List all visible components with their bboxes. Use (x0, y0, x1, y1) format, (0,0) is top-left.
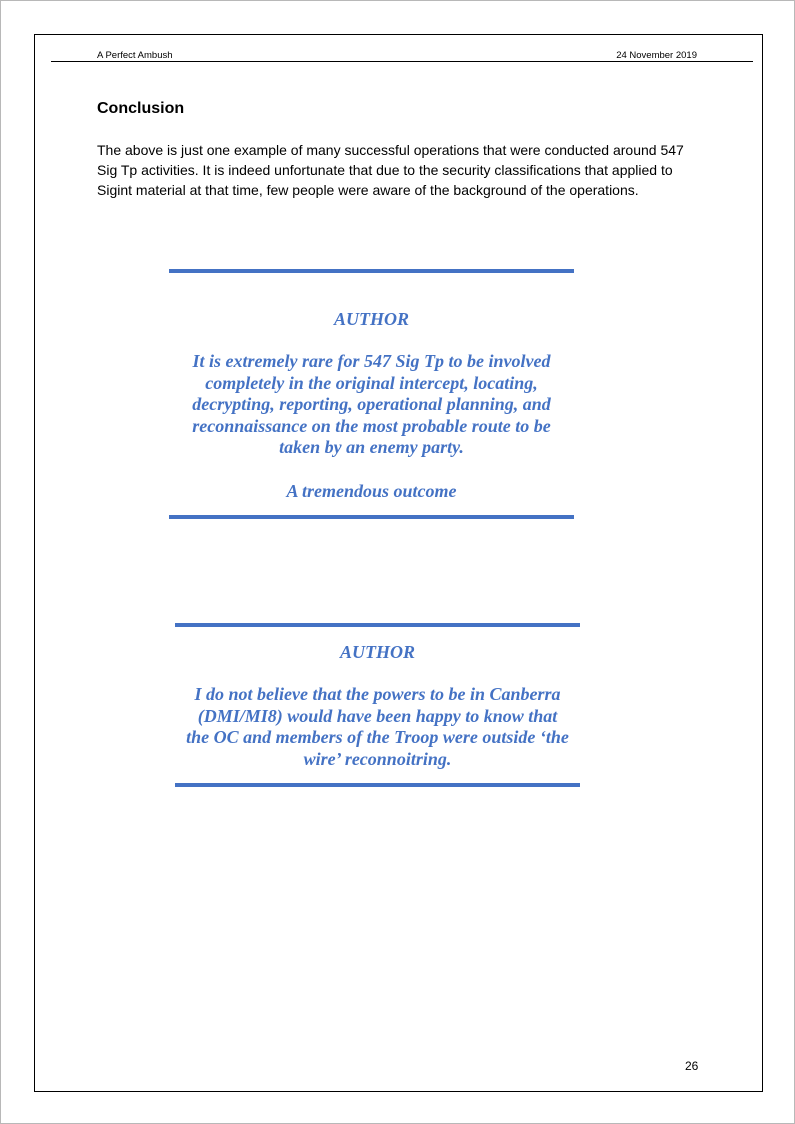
body-paragraph: The above is just one example of many successful operations that were conducted around 547 Sig Tp activities. It is indeed unfortunate that due to the security classifications that applied to Sigint material at that time, few people were aware of the background of the operations. (97, 142, 684, 198)
callout-top-rule (169, 269, 574, 273)
header-date: 24 November 2019 (616, 50, 697, 61)
page-number: 26 (685, 1059, 699, 1073)
callout-text: It is extremely rare for 547 Sig Tp to be involved completely in the original intercept, locating, decrypting, reporting, operational planning, and reconnaissance on the most probable route to be taken by an enemy party. (192, 351, 551, 457)
callout-bottom-rule (175, 783, 580, 787)
header-rule (51, 61, 753, 62)
author-callout-2 (175, 623, 580, 787)
callout-heading: AUTHOR (339, 642, 415, 662)
callout-heading: AUTHOR (333, 309, 409, 329)
section-heading: Conclusion (97, 100, 185, 117)
callout-text: I do not believe that the powers to be in Canberra (DMI/MI8) would have been happy to know that the OC and members of the Troop were outside ‘the wire’ reconnoitring. (186, 684, 569, 769)
header-title: A Perfect Ambush (97, 50, 173, 61)
callout-footer: A tremendous outcome (286, 480, 457, 501)
callout-bottom-rule (169, 515, 574, 519)
callout-top-rule (175, 623, 580, 627)
author-callout-1 (169, 269, 574, 519)
